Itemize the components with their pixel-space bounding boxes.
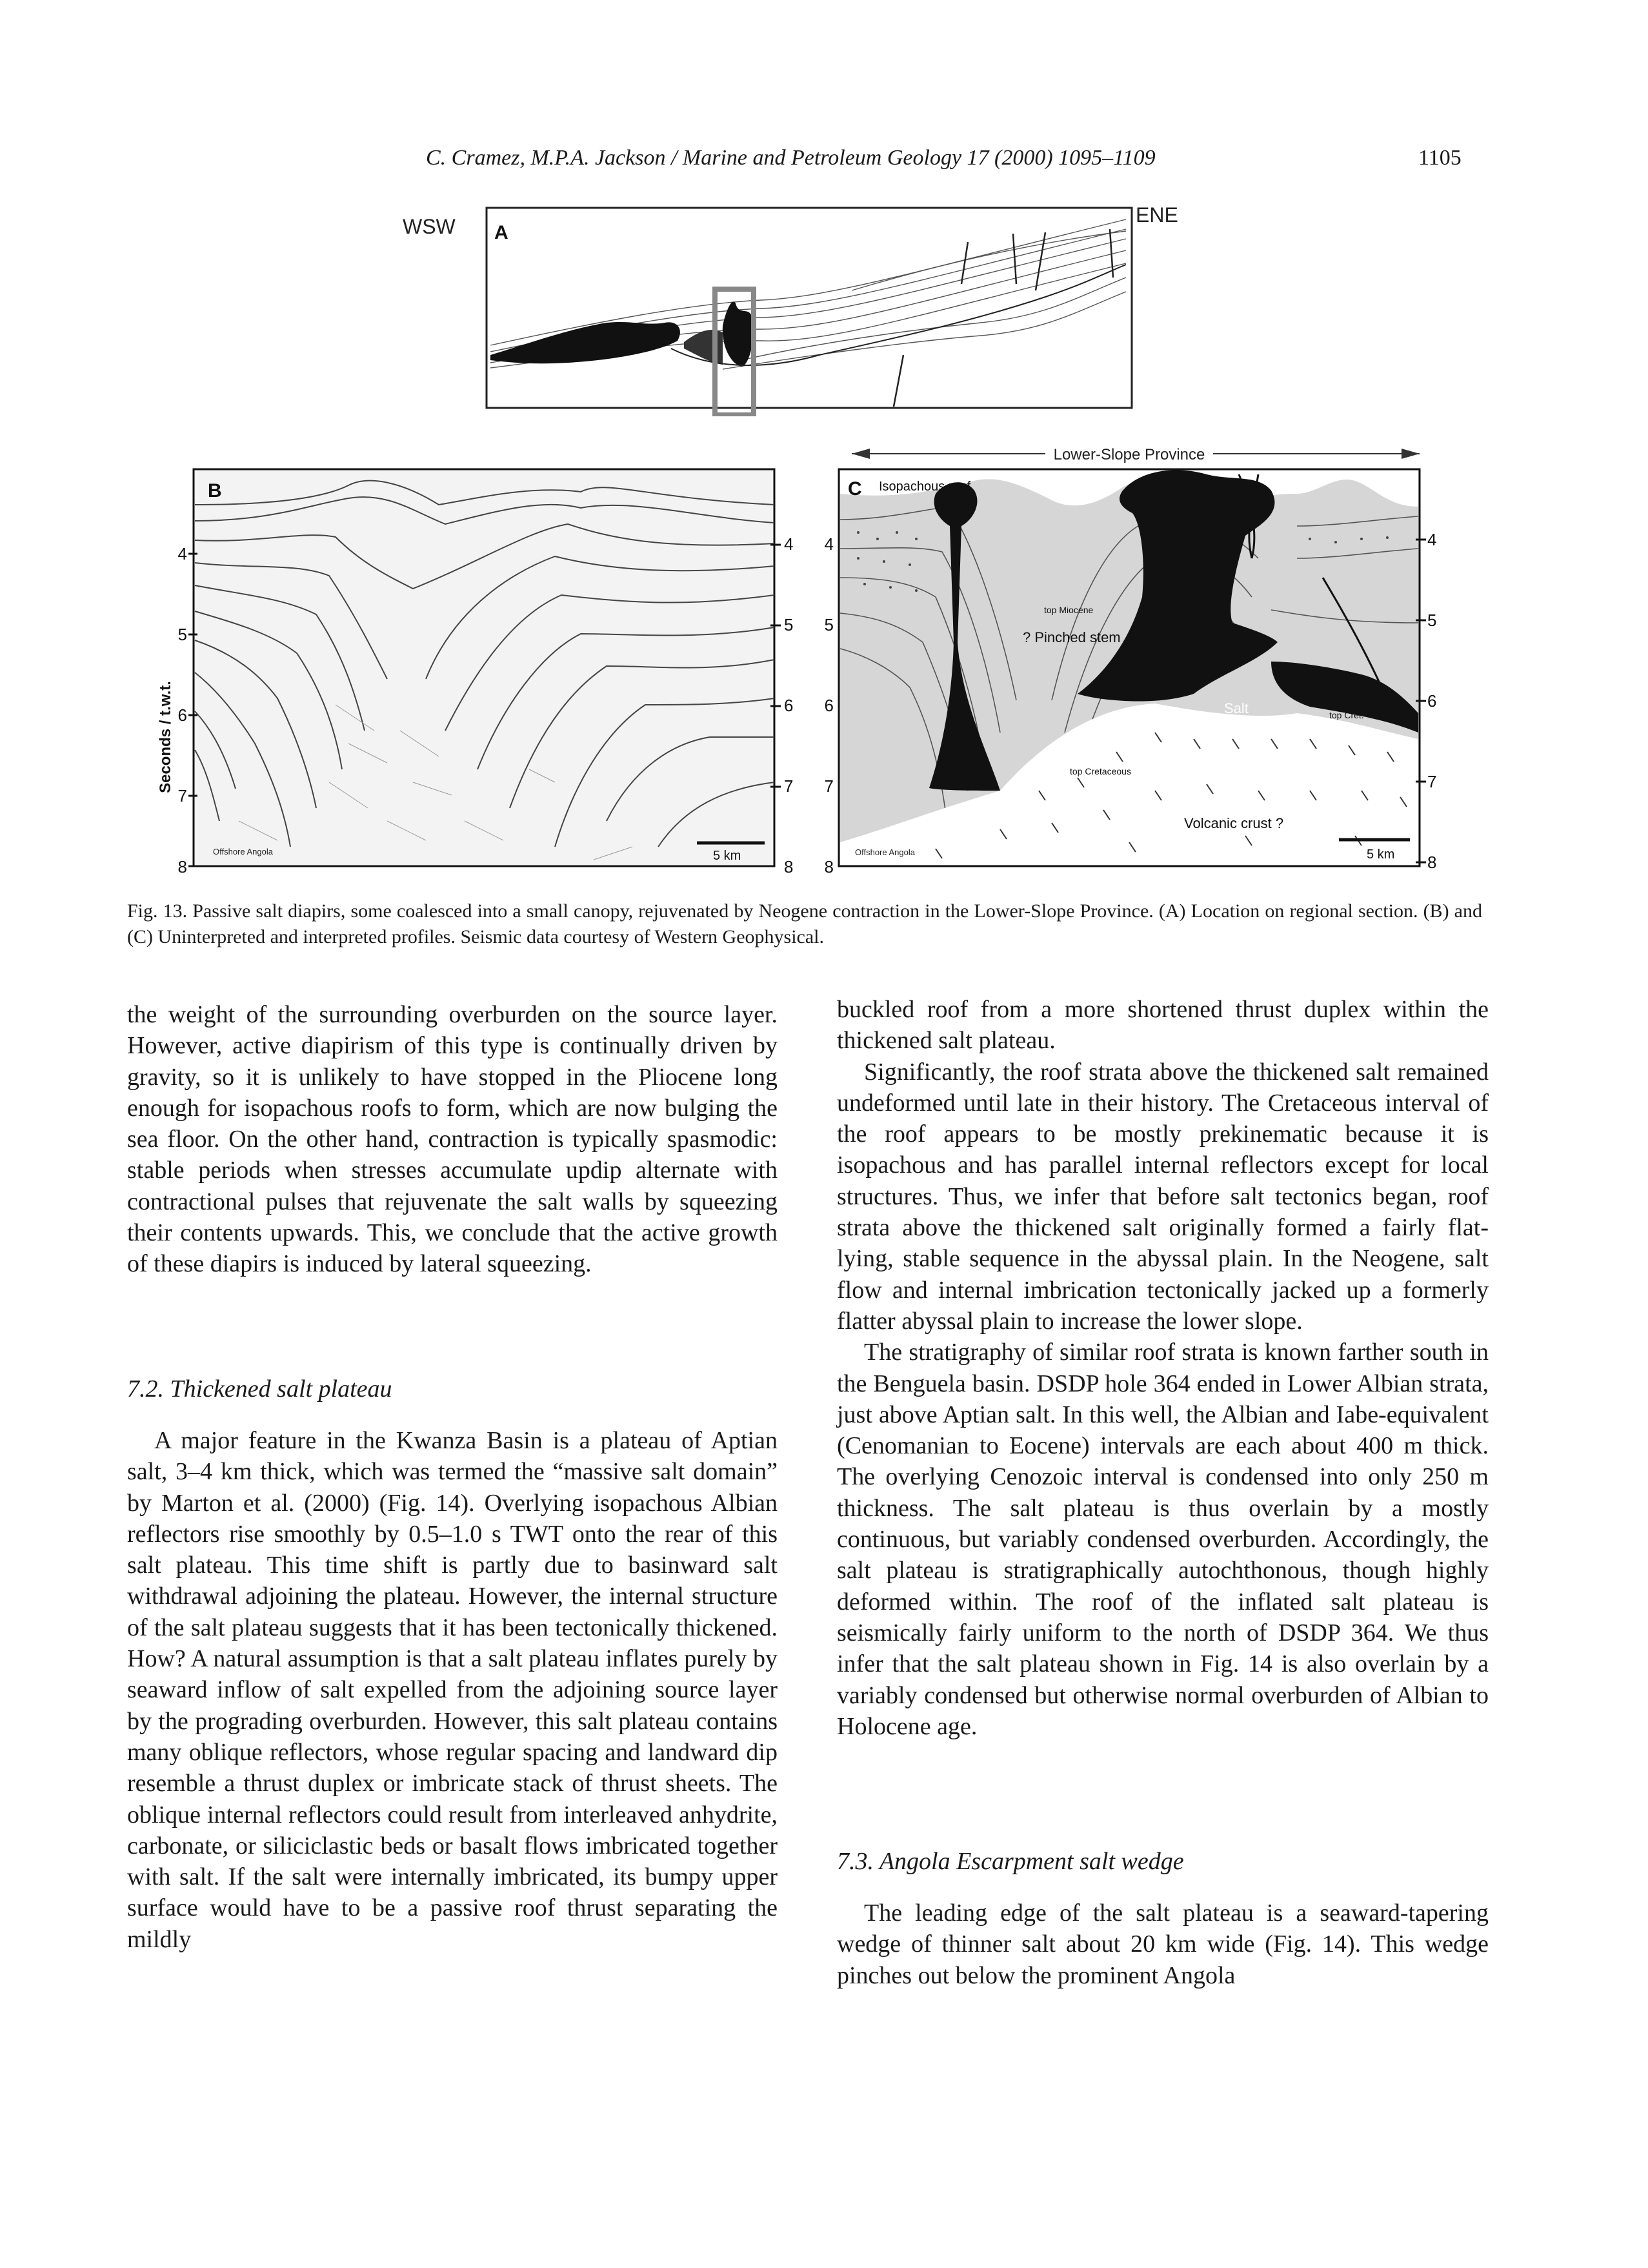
panel-c-isopachous-roof: Isopachous roof	[879, 480, 971, 494]
panel-c-arrow-left-head	[852, 449, 870, 459]
panel-c-right-tick: 4	[1427, 530, 1437, 549]
section-heading-7-2: 7.2. Thickened salt plateau	[127, 1375, 392, 1402]
paragraph: A major feature in the Kwanza Basin is a plateau of Aptian salt, 3–4 km thick, which was termed the “massive salt domain” by Marton et al. (2000) (Fig. 14). Overlying isopachous Albian reflectors rise smoothly by 0.5–1.0 s TWT onto the rear of this salt plateau. This time shift is partly due to basinward salt withdrawal adjoining the plateau. However, the internal structure of the salt plateau suggests that it has been tectonically thickened. How? A natural assumption is that a salt plateau inflates purely by seaward inflow of salt expelled from the adjoining source layer by the prograding overburden. However, this salt plateau contains many oblique reflectors, whose regular spacing and landward dip resemble a thrust duplex or imbricate stack of thrust sheets. The oblique internal reflectors could result from interleaved anhydrite, carbonate, or siliciclastic beds or basalt flows imbricated together with salt. If the salt were internally imbricated, its bumpy upper surface would have to be a passive roof thrust separating the mildly	[127, 1427, 778, 1953]
panel-c-label: C	[848, 478, 862, 500]
panel-c-left-ticks	[825, 534, 834, 875]
paragraph: The stratigraphy of similar roof strata is known farther south in the Benguela basin. DSDP hole 364 ended in Lower Albian strata, just above Aptian salt. In this well, the Albian and Iabe-equivalent (Cenomanian to Eocene) intervals are each about 400 m thick. The overlying Cenozoic interval is condensed into only 250 m thickness. The salt plateau is thus overlain by a mostly continuous, but variably condensed overburden. Accordingly, the salt plateau is stratigraphically autochthonous, though highly deformed within. The roof of the inflated salt plateau is seismically fairly uniform to the north of DSDP 364. We thus infer that the salt plateau shown in Fig. 14 is also overlain by a variably condensed but otherwise normal overburden of Albian to Holocene age.	[837, 1339, 1489, 1740]
section-heading-7-3: 7.3. Angola Escarpment salt wedge	[837, 1848, 1184, 1875]
panel-b-left-ticks	[178, 544, 187, 873]
panel-c-salt-label: Salt	[1224, 700, 1249, 716]
panel-c-right-ticks	[1427, 530, 1436, 872]
panel-b-left-tick: 4	[177, 544, 187, 563]
panel-b-right-tick: 4	[784, 534, 794, 554]
panel-a-frame	[487, 208, 1132, 408]
page-number: 1105	[1418, 146, 1462, 170]
figure-caption: Fig. 13. Passive salt diapirs, some coalesced into a small canopy, rejuvenated by Neogene contraction in the Lower-Slope Province. (A) Location on regional section. (B) and (C) Uninterpreted and interpreted profiles. Seismic data courtesy of Western Geophysical.	[127, 900, 1482, 947]
panel-b-right-tick: 7	[784, 776, 794, 796]
panel-b-right-tick: 5	[784, 615, 794, 634]
paragraph: Significantly, the roof strata above the thickened salt remained undeformed until late in their history. The Cretaceous interval of the roof appears to be mostly prekinematic because it is isopachous and has parallel internal reflectors except for local structures. Thus, we infer that before salt tectonics began, roof strata above the thickened salt originally formed a fairly flat-lying, stable sequence in the abyssal plain. In the Neogene, salt flow and internal imbrication tectonically jacked up a formerly flatter abyssal plain to increase the lower slope.	[837, 1058, 1489, 1335]
panel-b-right-ticks	[784, 534, 793, 873]
panel-c-pinched-stem: ? Pinched stem	[1023, 629, 1121, 645]
panel-a-label: A	[494, 222, 508, 243]
panel-c-left-tick: 6	[824, 696, 834, 715]
panel-c-scale-label: 5 km	[1367, 847, 1395, 862]
paragraph: the weight of the surrounding overburden on the source layer. However, active diapirism of this type is continually driven by gravity, so it is unlikely to have stopped in the Pliocene long enough for isopachous roofs to form, which are now bulging the sea floor. On the other hand, contraction is typically spasmodic: stable periods when stresses accumulate updip alternate with contractional pulses that rejuvenate the salt walls by squeezing their contents upwards. This, we conclude that the active growth of these diapirs is induced by lateral squeezing.	[127, 1001, 778, 1278]
running-head: C. Cramez, M.P.A. Jackson / Marine and Petroleum Geology 17 (2000) 1095–1109	[426, 146, 1156, 170]
panel-c-corner-label: Offshore Angola	[855, 847, 915, 857]
panel-c-arrow-right-head	[1402, 449, 1420, 459]
figure-13-panel-c	[807, 429, 1458, 875]
panel-b-left-tick: 5	[177, 625, 187, 644]
panel-b-scale-label: 5 km	[713, 849, 741, 863]
panel-c-province-label: Lower-Slope Province	[1053, 446, 1205, 463]
panel-c-right-tick: 8	[1427, 853, 1437, 872]
panel-b-right-tick: 8	[784, 857, 794, 873]
panel-c-top-eoc: top Eoc.	[1226, 639, 1260, 649]
panel-b-left-tick: 8	[177, 857, 187, 873]
panel-c-top-cret: top Cret.	[1329, 710, 1364, 720]
right-column	[837, 994, 1489, 1989]
panel-b-y-axis-label: Seconds / t.w.t.	[157, 681, 174, 793]
panel-b-corner-label: Offshore Angola	[213, 847, 273, 856]
figure-13-panel-a	[400, 194, 1200, 416]
panel-a-wsw-label: WSW	[403, 215, 456, 238]
panel-c-top-miocene: top Miocene	[1044, 605, 1094, 615]
panel-c-left-tick: 7	[824, 776, 834, 796]
panel-c-left-tick: 5	[824, 615, 834, 634]
panel-a-ene-label: ENE	[1136, 203, 1178, 227]
left-column	[127, 999, 778, 1953]
panel-c-volcanic-crust-label: Volcanic crust ?	[1184, 815, 1284, 831]
panel-c-left-tick: 8	[824, 857, 834, 875]
paragraph: The leading edge of the salt plateau is a seaward-tapering wedge of thinner salt about 20 km wide (Fig. 14). This wedge pinches out below the prominent Angola	[837, 1899, 1489, 1989]
panel-c-right-tick: 7	[1427, 772, 1437, 791]
panel-c-left-tick: 4	[824, 534, 834, 554]
paragraph: buckled roof from a more shortened thrust duplex within the thickened salt plateau.	[837, 996, 1489, 1055]
panel-b-label: B	[208, 480, 222, 501]
panel-c-right-tick: 6	[1427, 691, 1437, 711]
panel-c-right-tick: 5	[1427, 611, 1437, 630]
panel-b-left-tick: 6	[177, 705, 187, 725]
panel-b-left-tick: 7	[177, 786, 187, 805]
panel-c-top-cretaceous: top Cretaceous	[1070, 766, 1131, 776]
figure-13-panel-b	[142, 460, 807, 873]
panel-b-right-tick: 6	[784, 696, 794, 715]
